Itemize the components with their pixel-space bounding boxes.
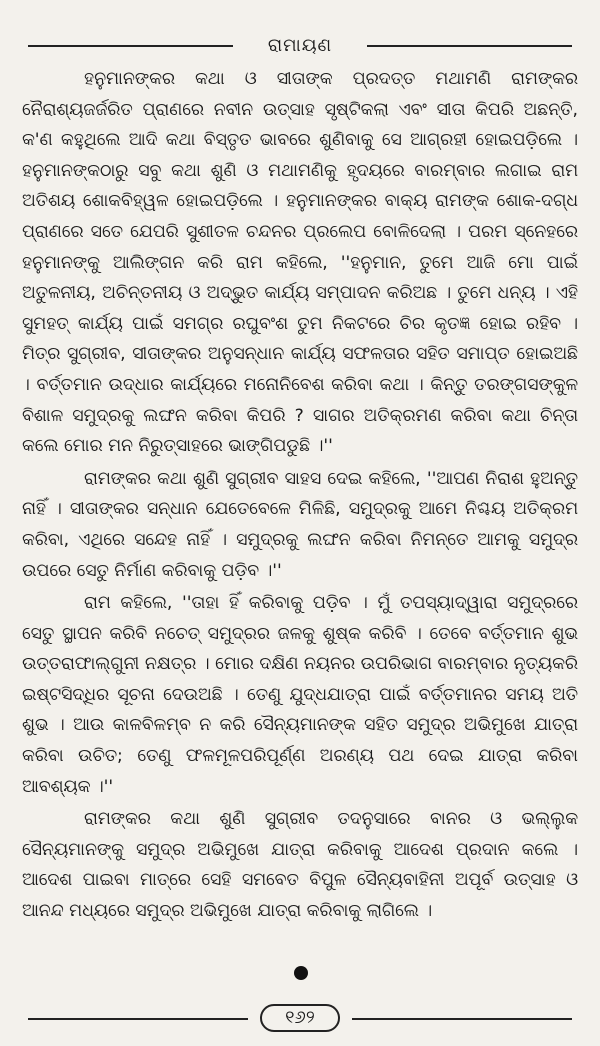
footer-rule-right	[352, 1018, 572, 1020]
page-footer	[28, 1004, 572, 1034]
footer-rule-left	[28, 1018, 248, 1020]
page-number: ୧୬୨	[260, 1004, 340, 1032]
paragraph: ରାମଙ୍କର କଥା ଶୁଣି ସୁଗ୍ରୀବ ସାହସ ଦେଇ କହିଲେ, ''ଆପଣ ନିରାଶ ହୁଅନ୍ତୁ ନାହିଁ । ସୀତାଙ୍କର ସନ୍ଧାନ ଯେତେବେଳେ ମିଳିଛି, ସମୁଦ୍ରକୁ ଆମେ ନିଶ୍ଚୟ ଅତିକ୍ରମ କରିବା, ଏଥିରେ ସନ୍ଦେହ ନାହିଁ । ସମୁଦ୍ରକୁ ଲଙ୍ଘନ କରିବା ନିମନ୍ତେ ଆମକୁ ସମୁଦ୍ର ଉପରେ ସେତୁ ନିର୍ମାଣ କରିବାକୁ ପଡ଼ିବ ।''	[22, 468, 578, 581]
section-end-dot	[294, 966, 308, 980]
running-header	[28, 34, 572, 58]
paragraph: ରାମ କହିଲେ, ''ତାହା ହିଁ କରିବାକୁ ପଡ଼ିବ । ମୁଁ ତପସ୍ୟାଦ୍ୱାରା ସମୁଦ୍ରରେ ସେତୁ ସ୍ଥାପନ କରିବି ନଚେତ୍ ସମୁଦ୍ରର ଜଳକୁ ଶୁଷ୍କ କରିବି । ତେବେ ବର୍ତ୍ତମାନ ଶୁଭ ଉତ୍ତରାଫାଲ୍‌ଗୁନୀ ନକ୍ଷତ୍ର । ମୋର ଦକ୍ଷିଣ ନୟନର ଉପରିଭାଗ ବାରମ୍ବାର ନୃତ୍ୟକରି ଇଷ୍ଟସିଦ୍ଧିର ସୂଚନା ଦେଉଅଛି । ତେଣୁ ଯୁଦ୍ଧଯାତ୍ରା ପାଇଁ ବର୍ତ୍ତମାନର ସମୟ ଅତି ଶୁଭ । ଆଉ କାଳବିଳମ୍ବ ନ କରି ସୈନ୍ୟମାନଙ୍କ ସହିତ ସମୁଦ୍ର ଅଭିମୁଖେ ଯାତ୍ରା କରିବା ଉଚିତ; ତେଣୁ ଫଳମୂଳପରିପୂର୍ଣ୍ଣ ଅରଣ୍ୟ ପଥ ଦେଇ ଯାତ୍ରା କରିବା ଆବଶ୍ୟକ ।''	[22, 593, 578, 797]
paragraph: ହନୁମାନଙ୍କର କଥା ଓ ସୀତାଙ୍କ ପ୍ରଦତ୍ତ ମଥାମଣି ରାମଙ୍କର ନୈରାଶ୍ୟଜର୍ଜରିତ ପ୍ରାଣରେ ନବୀନ ଉତ୍ସାହ ସୃଷ୍ଟିକଲା ଏବଂ ସୀତା କିପରି ଅଛନ୍ତି, କ'ଣ କହୁଥିଲେ ଆଦି କଥା ବିସ୍ତୃତ ଭାବରେ ଶୁଣିବାକୁ ସେ ଆଗ୍ରହୀ ହୋଇପଡ଼ିଲେ । ହନୁମାନଙ୍କଠାରୁ ସବୁ କଥା ଶୁଣି ଓ ମଥାମଣିକୁ ହୃଦୟରେ ବାରମ୍ବାର ଲଗାଇ ରାମ ଅତିଶୟ ଶୋକବିହ୍ୱଳ ହୋଇପଡ଼ିଲେ । ହନୁମାନଙ୍କର ବାକ୍ୟ ରାମଙ୍କ ଶୋକ-ଦଗ୍ଧ ପ୍ରାଣରେ ସତେ ଯେପରି ସୁଶୀତଳ ଚନ୍ଦନର ପ୍ରଲେପ ବୋଳିଦେଲା । ପରମ ସ୍ନେହରେ ହନୁମାନଙ୍କୁ ଆଲିଙ୍ଗନ କରି ରାମ କହିଲେ, ''ହନୁମାନ, ତୁମେ ଆଜି ମୋ ପାଇଁ ଅତୁଳନୀୟ, ଅଚିନ୍ତନୀୟ ଓ ଅଦ୍ଭୁତ କାର୍ଯ୍ୟ ସମ୍ପାଦନ କରିଅଛ । ତୁମେ ଧନ୍ୟ । ଏହି ସୁମହତ୍ କାର୍ଯ୍ୟ ପାଇଁ ସମଗ୍ର ରଘୁବଂଶ ତୁମ ନିକଟରେ ଚିର କୃତଜ୍ଞ ହୋଇ ରହିବ । ମିତ୍ର ସୁଗ୍ରୀବ, ସୀତାଙ୍କର ଅନୁସନ୍ଧାନ କାର୍ଯ୍ୟ ସଫଳତାର ସହିତ ସମାପ୍ତ ହୋଇଅଛି । ବର୍ତ୍ତମାନ ଉଦ୍ଧାର କାର୍ଯ୍ୟରେ ମନୋନିବେଶ କରିବା କଥା । କିନ୍ତୁ ତରଙ୍ଗସଙ୍କୁଳ ବିଶାଳ ସମୁଦ୍ରକୁ ଲଙ୍ଘନ କରିବା କିପରି ? ସାଗର ଅତିକ୍ରମଣ କରିବା କଥା ଚିନ୍ତା କଲେ ମୋର ମନ ନିରୁତ୍ସାହରେ ଭାଙ୍ଗିପଡୁଛି ।''	[22, 69, 578, 457]
page-body	[22, 64, 578, 944]
paragraph: ରାମଙ୍କର କଥା ଶୁଣି ସୁଗ୍ରୀବ ତଦନୁସାରେ ବାନର ଓ ଭଲ୍ଲୁକ ସୈନ୍ୟମାନଙ୍କୁ ସମୁଦ୍ର ଅଭିମୁଖେ ଯାତ୍ରା କରିବାକୁ ଆଦେଶ ପ୍ରଦାନ କଲେ । ଆଦେଶ ପାଇବା ମାତ୍ରେ ସେହି ସମବେତ ବିପୁଳ ସୈନ୍ୟବାହିନୀ ଅପୂର୍ବ ଉତ୍ସାହ ଓ ଆନନ୍ଦ ମଧ୍ୟରେ ସମୁଦ୍ର ଅଭିମୁଖେ ଯାତ୍ରା କରିବାକୁ ଲାଗିଲେ ।	[22, 809, 578, 922]
header-rule-right	[367, 45, 572, 47]
book-title: ରାମାୟଣ	[267, 35, 333, 56]
